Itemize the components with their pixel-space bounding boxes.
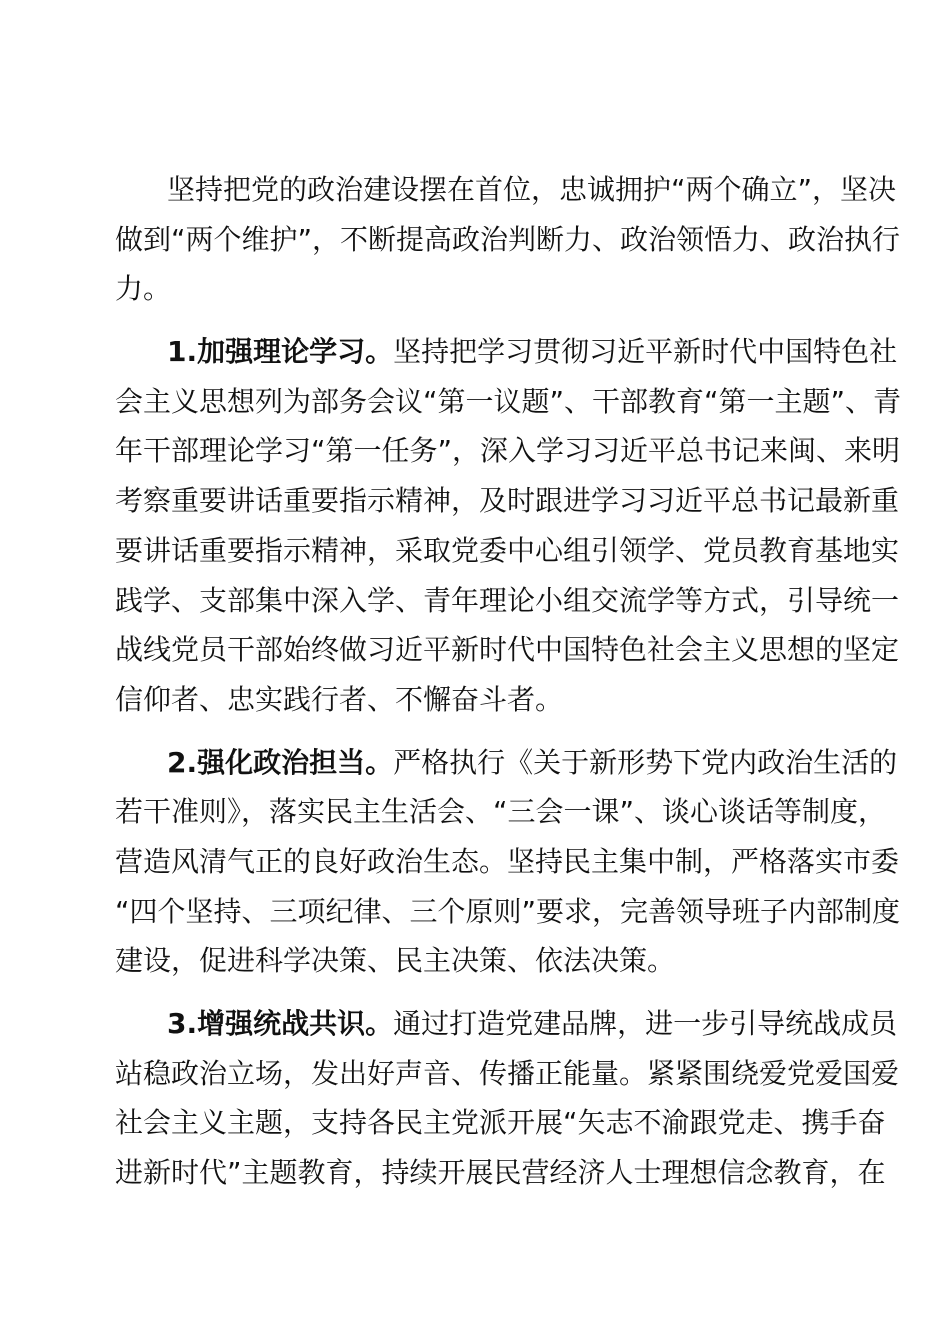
line-text: 战线党员干部始终做习近平新时代中国特色社会主义思想的坚定 bbox=[115, 633, 900, 667]
line-text: 严格执行《关于新形势下党内政治生活的 bbox=[393, 745, 898, 779]
line-text: 会主义思想列为部务会议“第一议题”、干部教育“第一主题”、青 bbox=[115, 384, 902, 418]
paragraph bbox=[115, 999, 900, 1198]
line-text: 站稳政治立场，发出好声音、传播正能量。紧紧围绕爱党爱国爱 bbox=[115, 1056, 900, 1090]
line-text: 做到“两个维护”，不断提高政治判断力、政治领悟力、政治执行 bbox=[115, 222, 901, 256]
paragraph bbox=[115, 165, 901, 314]
text-line bbox=[115, 1049, 900, 1099]
line-text: 要讲话重要指示精神，采取党委中心组引领学、党员教育基地实 bbox=[115, 533, 900, 567]
line-text: 年干部理论学习“第一任务”，深入学习习近平总书记来闽、来明 bbox=[115, 434, 901, 468]
text-line bbox=[115, 625, 900, 675]
text-line bbox=[115, 215, 901, 265]
line-text: 进新时代”主题教育，持续开展民营经济人士理想信念教育，在 bbox=[115, 1156, 886, 1190]
text-line bbox=[115, 1098, 886, 1148]
line-text: 考察重要讲话重要指示精神，及时跟进学习习近平总书记最新重 bbox=[115, 484, 900, 518]
text-line bbox=[115, 999, 898, 1049]
line-text: 建设，促进科学决策、民主决策、依法决策。 bbox=[115, 944, 676, 978]
text-line bbox=[115, 787, 887, 837]
line-text: “四个坚持、三项纪律、三个原则”要求，完善领导班子内部制度 bbox=[115, 894, 901, 928]
section-heading: 3.增强统战共识。 bbox=[167, 1007, 394, 1040]
line-text: 信仰者、忠实践行者、不懈奋斗者。 bbox=[115, 682, 564, 716]
paragraph bbox=[115, 327, 902, 725]
text-line bbox=[115, 526, 900, 576]
text-line bbox=[115, 936, 835, 986]
line-text: 营造风清气正的良好政治生态。坚持民主集中制，严格落实市委 bbox=[115, 844, 900, 878]
line-text: 坚持把党的政治建设摆在首位，忠诚拥护“两个确立”，坚决 bbox=[167, 173, 897, 206]
text-line bbox=[115, 426, 901, 476]
line-text: 通过打造党建品牌，进一步引导统战成员 bbox=[393, 1007, 898, 1040]
document-page bbox=[115, 165, 902, 1211]
text-line bbox=[115, 476, 900, 526]
line-text: 坚持把学习贯彻习近平新时代中国特色社 bbox=[393, 335, 898, 369]
text-line bbox=[115, 675, 835, 725]
text-line bbox=[115, 264, 835, 314]
section-heading: 1.加强理论学习。 bbox=[167, 335, 394, 369]
line-text: 践学、支部集中深入学、青年理论小组交流学等方式，引导统一 bbox=[115, 583, 900, 617]
line-text: 力。 bbox=[115, 272, 172, 306]
text-line bbox=[115, 165, 897, 215]
text-line bbox=[115, 738, 898, 788]
text-line bbox=[115, 576, 900, 626]
text-line bbox=[115, 887, 901, 937]
text-line bbox=[115, 327, 898, 377]
text-line bbox=[115, 1148, 886, 1198]
text-line bbox=[115, 837, 900, 887]
line-text: 社会主义主题，支持各民主党派开展“矢志不渝跟党走、携手奋 bbox=[115, 1106, 886, 1140]
section-heading: 2.强化政治担当。 bbox=[167, 745, 394, 779]
text-line bbox=[115, 377, 902, 427]
line-text: 若干准则》，落实民主生活会、“三会一课”、谈心谈话等制度， bbox=[115, 795, 887, 829]
paragraph bbox=[115, 738, 901, 986]
